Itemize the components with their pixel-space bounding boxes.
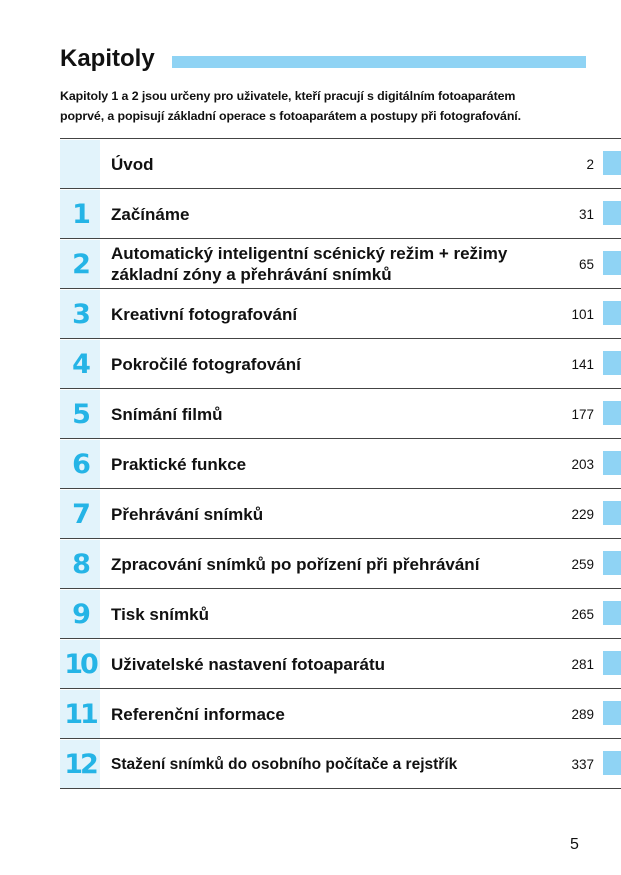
chapter-row[interactable] <box>60 389 621 439</box>
intro-text <box>60 86 600 126</box>
chapter-page-number: 337 <box>571 756 594 772</box>
chapter-row[interactable] <box>60 139 621 189</box>
chapter-title[interactable] <box>111 489 571 539</box>
chapter-title[interactable] <box>111 339 571 389</box>
chapter-title-line: Referenční informace <box>111 704 285 724</box>
chapter-row[interactable] <box>60 539 621 589</box>
chapter-title-line: Tisk snímků <box>111 604 209 624</box>
chapter-title[interactable] <box>111 189 571 239</box>
chapter-title-line: základní zóny a přehrávání snímků <box>111 265 392 284</box>
chapter-title-line: Kreativní fotografování <box>111 304 298 324</box>
chapter-row[interactable] <box>60 339 621 389</box>
chapter-number: 11 <box>60 690 100 738</box>
chapter-number: 2 <box>60 240 100 288</box>
chapter-page-number: 101 <box>571 306 594 322</box>
chapter-number: 6 <box>60 440 100 488</box>
chapter-page-number: 281 <box>571 656 594 672</box>
chapter-row[interactable] <box>60 239 621 289</box>
chapter-page-number: 229 <box>571 506 594 522</box>
chapter-title[interactable] <box>111 289 571 339</box>
chapter-number: 12 <box>60 740 100 788</box>
page-number: 5 <box>570 836 579 853</box>
chapter-title[interactable] <box>111 439 571 489</box>
chapter-tab-marker <box>603 551 621 575</box>
chapter-page-number: 141 <box>571 356 594 372</box>
chapter-page-number: 65 <box>578 256 594 272</box>
chapter-number: 9 <box>60 590 100 638</box>
chapter-title[interactable] <box>111 739 571 789</box>
chapter-title[interactable] <box>111 539 571 589</box>
chapter-title-line: Automatický inteligentní scénický režim + režimy <box>111 244 508 263</box>
chapter-page-number: 2 <box>586 156 594 172</box>
chapter-title-line: Praktické funkce <box>111 454 247 474</box>
chapter-tab-marker <box>603 751 621 775</box>
chapter-title[interactable] <box>111 389 571 439</box>
chapter-number: 7 <box>60 490 100 538</box>
chapter-title-line: Stažení snímků do osobního počítače a rejstřík <box>111 755 458 773</box>
chapter-title-line: Pokročilé fotografování <box>111 354 301 374</box>
chapter-tab-marker <box>603 501 621 525</box>
chapter-row[interactable] <box>60 489 621 539</box>
chapter-number: 10 <box>60 640 100 688</box>
page-header <box>60 44 586 78</box>
chapter-title[interactable] <box>111 239 571 289</box>
chapter-row[interactable] <box>60 189 621 239</box>
chapter-row[interactable] <box>60 689 621 739</box>
chapter-row[interactable] <box>60 439 621 489</box>
chapter-tab-marker <box>603 451 621 475</box>
intro-line-2: poprvé, a popisují základní operace s fotoaparátem a postupy při fotografování. <box>60 109 521 123</box>
chapter-number: 1 <box>60 190 100 238</box>
chapter-page-number: 177 <box>571 406 594 422</box>
chapter-tab-marker <box>603 351 621 375</box>
chapter-tab-marker <box>603 201 621 225</box>
chapter-title-line: Snímání filmů <box>111 404 223 424</box>
chapter-title[interactable] <box>111 639 571 689</box>
chapter-number: 8 <box>60 540 100 588</box>
chapter-title-line: Uživatelské nastavení fotoaparátu <box>111 654 385 674</box>
chapter-page-number: 289 <box>571 706 594 722</box>
chapter-page-number: 203 <box>571 456 594 472</box>
page-title: Kapitoly <box>60 45 155 72</box>
chapter-tab-marker <box>603 251 621 275</box>
chapter-number: 4 <box>60 340 100 388</box>
chapter-page-number: 265 <box>571 606 594 622</box>
chapter-row[interactable] <box>60 589 621 639</box>
chapter-title[interactable] <box>111 139 571 189</box>
chapter-page-number: 259 <box>571 556 594 572</box>
chapter-title[interactable] <box>111 689 571 739</box>
chapter-row[interactable] <box>60 639 621 689</box>
chapter-title-line: Zpracování snímků po pořízení při přehrávání <box>111 554 480 574</box>
chapter-title-line: Přehrávání snímků <box>111 504 264 524</box>
chapter-row[interactable] <box>60 289 621 339</box>
chapter-tab-marker <box>603 401 621 425</box>
chapter-number <box>60 140 100 188</box>
chapter-title[interactable] <box>111 589 571 639</box>
chapter-tab-marker <box>603 301 621 325</box>
chapter-tab-marker <box>603 701 621 725</box>
chapter-number: 3 <box>60 290 100 338</box>
intro-line-1: Kapitoly 1 a 2 jsou určeny pro uživatele, kteří pracují s digitálním fotoaparátem <box>60 89 516 103</box>
chapter-title-line: Úvod <box>111 154 154 174</box>
title-accent-bar <box>172 56 586 68</box>
chapter-number: 5 <box>60 390 100 438</box>
chapter-tab-marker <box>603 151 621 175</box>
chapter-tab-marker <box>603 601 621 625</box>
chapter-title-line: Začínáme <box>111 204 190 224</box>
chapter-tab-marker <box>603 651 621 675</box>
chapter-page-number: 31 <box>578 206 594 222</box>
row-divider <box>60 788 621 789</box>
chapter-row[interactable] <box>60 739 621 789</box>
